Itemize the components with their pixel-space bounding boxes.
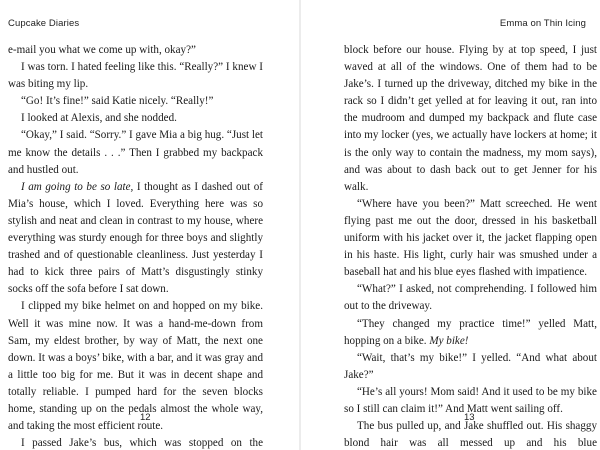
paragraph: I looked at Alexis, and she nodded. — [21, 112, 177, 125]
paragraph: The bus pulled up, and Jake shuffled out. His shaggy blond hair was all messed up and his blue — [344, 420, 597, 450]
paragraph: “Okay,” I said. “Sorry.” I gave Mia a big hug. “Just let me know the details . . .” Then I grabbed my backpack and hustled out. — [8, 129, 263, 176]
paragraph: I passed Jake’s bus, which was stopped on the — [21, 437, 263, 450]
paragraph: “Go! It’s fine!” said Katie nicely. “Really!” — [21, 95, 214, 108]
paragraph: I was torn. I hated feeling like this. “Really?” I knew I was biting my lip. — [8, 61, 263, 91]
paragraph: block before our house. Flying by at top speed, I just waved at all of the windows. One of them had to be Jake’s. I turned up the driveway, ditched my bike in the rack so I didn’t get yelled at for leaving it out, ran into the mudroom and dumped my backpack and flute case into my locker (yes, we actually have lockers at home; it is the only way to contain the madness, my mom says), and was about to dash back out to get Jenner for his walk. — [344, 44, 597, 193]
paragraph: “He’s all yours! Mom said! And it used to be my bike so I still can claim it!” And Matt went sailing off. — [344, 385, 597, 415]
paragraph: “They changed my practice time!” yelled Matt, hopping on a bike. My bike! — [344, 317, 597, 347]
paragraph: “Wait, that’s my bike!” I yelled. “And what about Jake?” — [344, 351, 597, 381]
page-number: 13 — [464, 412, 475, 423]
right-page — [300, 0, 600, 450]
paragraph: e-mail you what we come up with, okay?” — [8, 44, 196, 56]
running-head-series-title: Cupcake Diaries — [8, 18, 80, 29]
paragraph: “Where have you been?” Matt screeched. He went flying past me out the door, dressed in his basketball uniform with his jacket over it, the jacket flapping open in his haste. His light, curly hair was smushed under a baseball hat and his blue eyes flashed with impatience. — [344, 197, 597, 279]
page-number: 12 — [140, 412, 151, 423]
paragraph: “What?” I asked, not comprehending. I followed him out to the driveway. — [344, 283, 597, 313]
paragraph: I clipped my bike helmet on and hopped on my bike. Well it was mine now. It was a hand-me-down from Sam, my eldest brother, by way of Matt, the next one down. It was a boys’ bike, with a bar, and it was gray and a little too big for me. But it was in decent shape and totally reliable. I pumped hard for the seven blocks home, standing up on the pedals almost the whole way, and taking the most efficient route. — [8, 300, 263, 433]
right-page-body — [344, 42, 597, 450]
running-head-book-title: Emma on Thin Icing — [499, 18, 586, 29]
paragraph: I am going to be so late, I thought as I dashed out of Mia’s house, which I loved. Everything here was so stylish and neat and clean in contrast to my house, where everything was sturdy enough for three boys and slightly trashed and of questionable cleanliness. Just yesterday I had to kick three pairs of Matt’s disgustingly stinky socks off the sofa before I sat down. — [8, 180, 263, 296]
left-page-body — [8, 42, 263, 450]
